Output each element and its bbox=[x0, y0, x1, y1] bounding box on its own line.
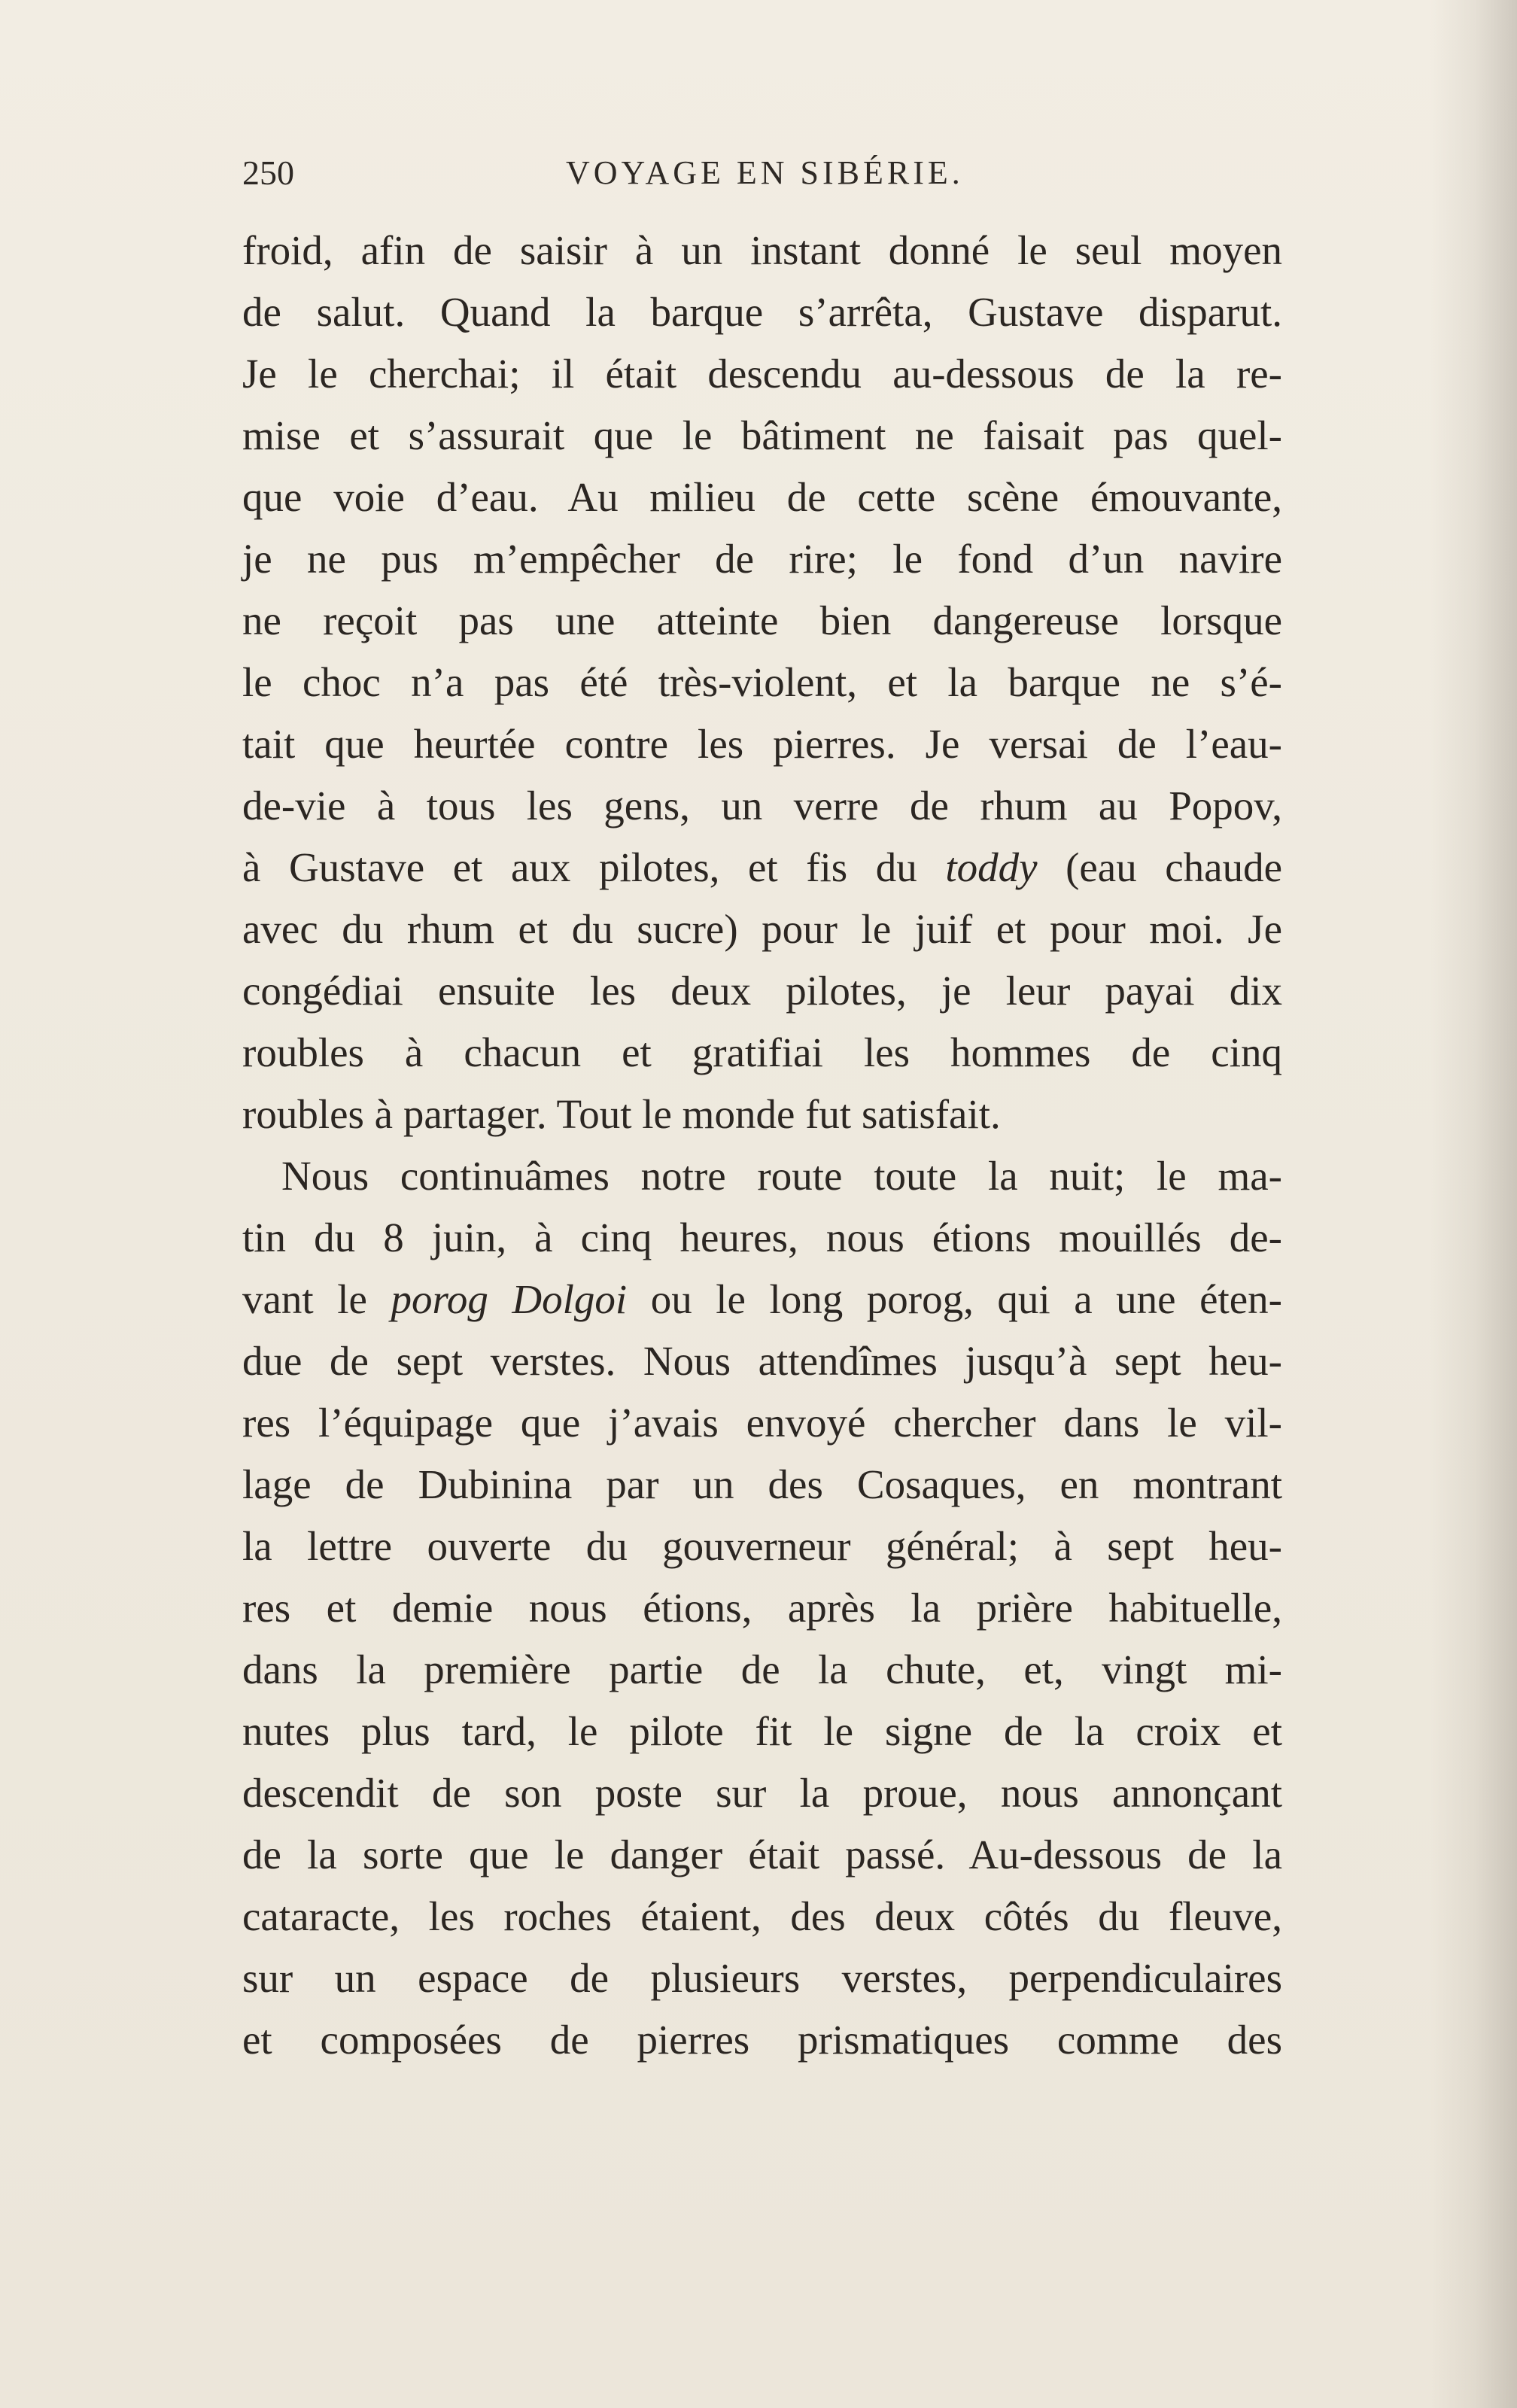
italic-term: porog Dolgoi bbox=[391, 1276, 628, 1322]
text-line: ne reçoit pas une atteinte bien dangereuse lorsque bbox=[242, 597, 1282, 643]
text-line: descendit de son poste sur la proue, nous annonçant bbox=[242, 1770, 1282, 1816]
text-run: à Gustave et aux pilotes, et fis du bbox=[242, 844, 946, 890]
text-line: tait que heurtée contre les pierres. Je versai de l’eau- bbox=[242, 721, 1282, 767]
text-line: tin du 8 juin, à cinq heures, nous étions mouillés de- bbox=[242, 1215, 1282, 1260]
text-line: de salut. Quand la barque s’arrêta, Gustave disparut. bbox=[242, 289, 1282, 335]
paragraph-end-line: roubles à partager. Tout le monde fut satisfait. bbox=[242, 1091, 1001, 1137]
page-header bbox=[242, 150, 1281, 203]
paragraph-start-line: Nous continuâmes notre route toute la nuit; le ma- bbox=[281, 1153, 1282, 1199]
text-line: due de sept verstes. Nous attendîmes jusqu’à sept heu- bbox=[242, 1338, 1282, 1384]
text-line: roubles à chacun et gratifiai les hommes de cinq bbox=[242, 1029, 1282, 1075]
running-title: VOYAGE EN SIBÉRIE. bbox=[566, 154, 964, 191]
text-line: je ne pus m’empêcher de rire; le fond d’un navire bbox=[242, 536, 1282, 582]
text-line: de-vie à tous les gens, un verre de rhum au Popov, bbox=[242, 783, 1282, 829]
text-line: lage de Dubinina par un des Cosaques, en montrant bbox=[242, 1461, 1282, 1507]
text-line-with-italic bbox=[242, 837, 1282, 898]
text-line: avec du rhum et du sucre) pour le juif et pour moi. Je bbox=[242, 906, 1282, 952]
text-line: Je le cherchai; il était descendu au-dessous de la re- bbox=[242, 351, 1282, 397]
body-text bbox=[242, 220, 1282, 2071]
text-line: nutes plus tard, le pilote fit le signe de la croix et bbox=[242, 1708, 1282, 1754]
text-line: mise et s’assurait que le bâtiment ne faisait pas quel- bbox=[242, 412, 1282, 458]
text-line-with-italic bbox=[242, 1269, 1282, 1330]
text-run: ou le long porog, qui a une éten- bbox=[627, 1276, 1283, 1322]
page-number: 250 bbox=[242, 154, 294, 192]
text-line: la lettre ouverte du gouverneur général; à sept heu- bbox=[242, 1523, 1282, 1569]
text-line: res et demie nous étions, après la prière habituelle, bbox=[242, 1585, 1282, 1631]
text-line: dans la première partie de la chute, et, vingt mi- bbox=[242, 1646, 1282, 1692]
text-line: cataracte, les roches étaient, des deux côtés du fleuve, bbox=[242, 1893, 1282, 1939]
text-line: sur un espace de plusieurs verstes, perpendiculaires bbox=[242, 1955, 1282, 2001]
text-line: que voie d’eau. Au milieu de cette scène émouvante, bbox=[242, 474, 1282, 520]
text-run: vant le bbox=[242, 1276, 391, 1322]
text-line: res l’équipage que j’avais envoyé chercher dans le vil- bbox=[242, 1400, 1282, 1446]
text-line: le choc n’a pas été très-violent, et la barque ne s’é- bbox=[242, 659, 1282, 705]
text-line: de la sorte que le danger était passé. Au-dessous de la bbox=[242, 1832, 1282, 1877]
italic-term: toddy bbox=[945, 844, 1038, 890]
text-line: et composées de pierres prismatiques comme des bbox=[242, 2017, 1282, 2063]
text-run: (eau chaude bbox=[1037, 844, 1283, 890]
text-line: froid, afin de saisir à un instant donné le seul moyen bbox=[242, 227, 1282, 273]
text-line: congédiai ensuite les deux pilotes, je leur payai dix bbox=[242, 968, 1282, 1014]
